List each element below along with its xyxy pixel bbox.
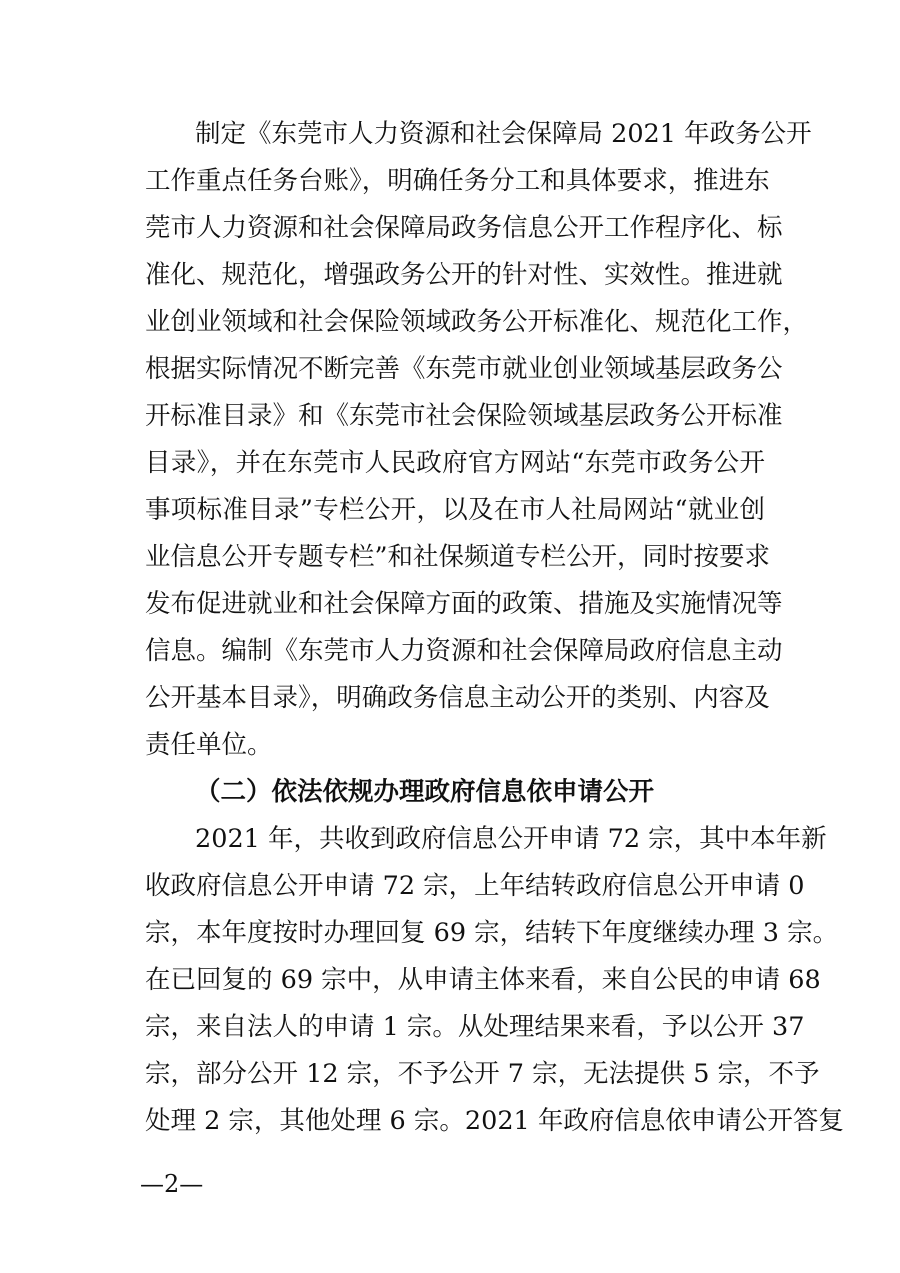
- paragraph-line: 信息。编制《东莞市人力资源和社会保障局政府信息主动: [145, 636, 783, 666]
- paragraph-line: 公开基本目录》，明确政务信息主动公开的类别、内容及: [145, 683, 770, 713]
- paragraph-line: 制定《东莞市人力资源和社会保障局 2021 年政务公开: [195, 119, 812, 149]
- paragraph-line: 莞市人力资源和社会保障局政务信息公开工作程序化、标: [145, 213, 783, 243]
- paragraph-line: 收政府信息公开申请 72 宗，上年结转政府信息公开申请 0: [145, 871, 805, 901]
- page-number: —2—: [140, 1170, 204, 1198]
- paragraph-line: 业信息公开专题专栏”和社保频道专栏公开，同时按要求: [145, 542, 771, 572]
- paragraph-line: 宗，本年度按时办理回复 69 宗，结转下年度继续办理 3 宗。: [145, 918, 839, 948]
- paragraph-line: 根据实际情况不断完善《东莞市就业创业领域基层政务公: [145, 354, 783, 384]
- paragraph-line: 工作重点任务台账》，明确任务分工和具体要求，推进东: [145, 166, 770, 196]
- paragraph-line: 2021 年，共收到政府信息公开申请 72 宗，其中本年新: [195, 824, 827, 854]
- paragraph-line: 责任单位。: [145, 730, 273, 760]
- paragraph-line: 宗，来自法人的申请 1 宗。从处理结果来看，予以公开 37: [145, 1012, 805, 1042]
- paragraph-line: 处理 2 宗，其他处理 6 宗。2021 年政府信息依申请公开答复: [145, 1106, 844, 1136]
- paragraph-line: 开标准目录》和《东莞市社会保险领域基层政务公开标准: [145, 401, 783, 431]
- paragraph-line: 准化、规范化，增强政务公开的针对性、实效性。推进就: [145, 260, 783, 290]
- paragraph-line: 业创业领域和社会保险领域政务公开标准化、规范化工作，: [145, 307, 809, 337]
- paragraph-line: 事项标准目录”专栏公开，以及在市人社局网站“就业创: [145, 495, 765, 525]
- section-heading: （二）依法依规办理政府信息依申请公开: [195, 777, 655, 807]
- paragraph-line: 发布促进就业和社会保障方面的政策、措施及实施情况等: [145, 589, 783, 619]
- paragraph-line: 宗，部分公开 12 宗，不予公开 7 宗，无法提供 5 宗，不予: [145, 1059, 820, 1089]
- paragraph-line: 在已回复的 69 宗中，从申请主体来看，来自公民的申请 68: [145, 965, 821, 995]
- paragraph-line: 目录》，并在东莞市人民政府官方网站“东莞市政务公开: [145, 448, 765, 478]
